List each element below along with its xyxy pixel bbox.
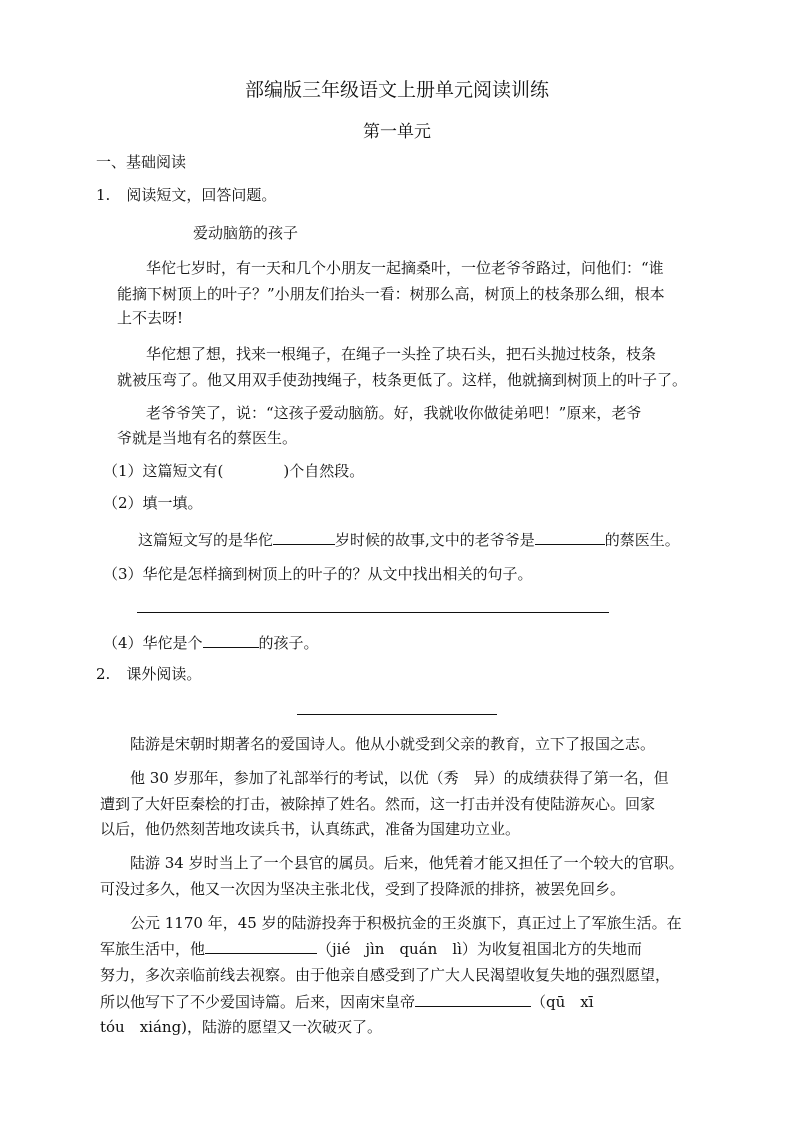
passage-line: 陆游是宋朝时期著名的爱国诗人。他从小就受到父亲的教育，立下了报国之志。 (130, 735, 656, 753)
passage-line: 所以他写下了不少爱国诗篇。后来，因南宋皇帝 （qū xī (100, 990, 594, 1013)
passage-line: 陆游 34 岁时当上了一个县官的属员。后来，他凭着才能又担任了一个较大的官职。 (130, 854, 684, 872)
passage-line: 公元 1170 年，45 岁的陆游投奔于积极抗金的王炎旗下，真正过上了军旅生活。在 (130, 914, 682, 932)
passage-line: 老爷爷笑了，说：“这孩子爱动脑筋。好，我就收你做徒弟吧！”原来，老爷 (146, 404, 642, 422)
passage-line: 爷就是当地有名的蔡医生。 (117, 429, 298, 447)
passage-title: 爱动脑筋的孩子 (193, 224, 299, 242)
answer-line[interactable] (137, 612, 609, 613)
answer-blank[interactable] (205, 937, 317, 954)
passage-line: 华佗七岁时，有一天和几个小朋友一起摘桑叶，一位老爷爷路过，问他们：“谁 (146, 259, 664, 277)
page-title: 部编版三年级语文上册单元阅读训练 (244, 79, 549, 101)
passage-line: 遭到了大奸臣秦桧的打击，被除掉了姓名。然而，这一打击并没有使陆游灰心。回家 (100, 795, 656, 813)
answer-blank[interactable] (273, 528, 335, 545)
question-number: 2. (96, 665, 111, 683)
passage-line: 以后，他仍然刻苦地攻读兵书，认真练武，准备为国建功立业。 (100, 820, 521, 838)
question-number: 1. (96, 186, 111, 204)
sub-question-2-label: （2）填一填。 (103, 494, 203, 512)
title-blank-line[interactable] (297, 714, 497, 715)
passage-line: tóu xiáng)，陆游的愿望又一次破灭了。 (100, 1018, 383, 1036)
answer-blank[interactable] (203, 631, 259, 648)
section-heading: 一、基础阅读 (96, 153, 187, 171)
question-text: 阅读短文，回答问题。 (126, 186, 277, 204)
passage-line: 华佗想了想，找来一根绳子，在绳子一头拴了块石头，把石头抛过枝条，枝条 (146, 345, 657, 363)
passage-line: 他 30 岁那年，参加了礼部举行的考试，以优（秀 异）的成绩获得了第一名，但 (130, 769, 669, 787)
passage-line: 就被压弯了。他又用双手使劲拽绳子，枝条更低了。这样，他就摘到树顶上的叶子了。 (117, 371, 688, 389)
question-text: 课外阅读。 (126, 665, 202, 683)
question-1 (96, 184, 276, 206)
sub-question-4: （4）华佗是个 的孩子。 (103, 631, 319, 654)
sub-question-2: 这篇短文写的是华佗 岁时候的故事,文中的老爷爷是 的蔡医生。 (138, 528, 680, 551)
passage-line: 上不去呀! (117, 309, 184, 327)
passage-line: 可没过多久，他又一次因为坚决主张北伐，受到了投降派的排挤，被罢免回乡。 (100, 880, 626, 898)
passage-line: 能摘下树顶上的叶子？”小朋友们抬头一看：树那么高，树顶上的枝条那么细，根本 (117, 285, 665, 303)
passage-line: 军旅生活中，他 （jié jìn quán lì）为收复祖国北方的失地而 (100, 937, 642, 960)
sub-question-1: （1）这篇短文有( )个自然段。 (103, 462, 365, 480)
answer-blank[interactable] (415, 990, 531, 1007)
sub-question-3: （3）华佗是怎样摘到树顶上的叶子的？从文中找出相关的句子。 (103, 565, 533, 583)
answer-blank[interactable] (535, 528, 605, 545)
question-2 (96, 663, 201, 685)
unit-subtitle: 第一单元 (363, 122, 431, 142)
passage-line: 努力，多次亲临前线去视察。由于他亲自感受到了广大人民渴望收复失地的强烈愿望， (100, 966, 671, 984)
